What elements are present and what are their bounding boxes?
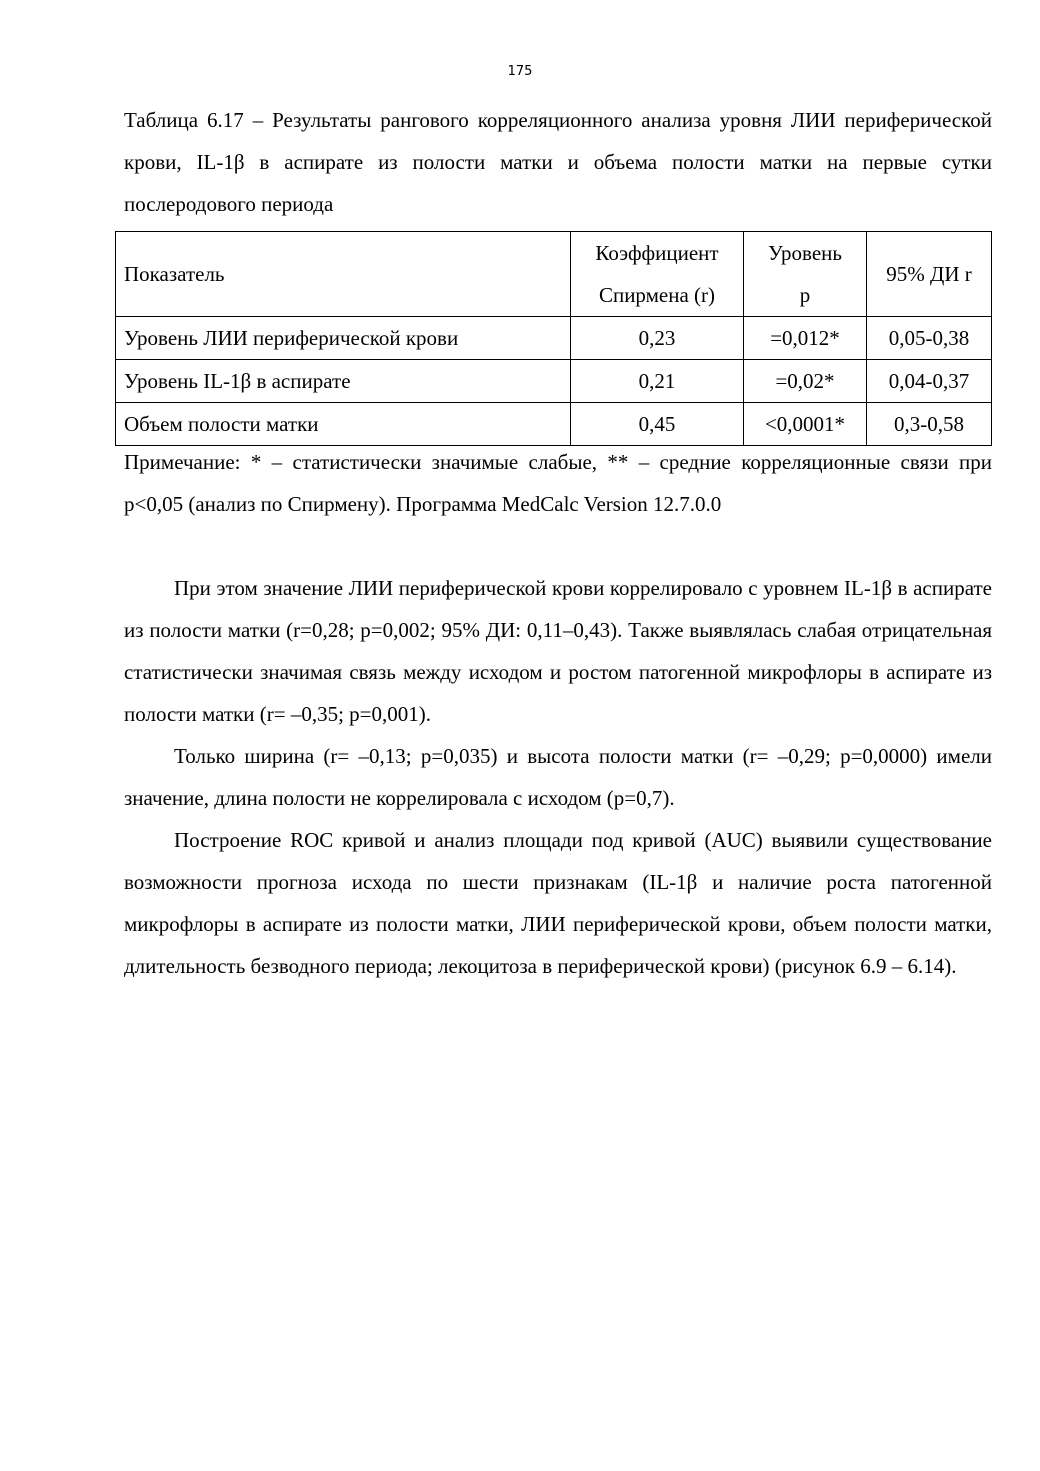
header-ci: 95% ДИ r	[867, 232, 992, 317]
table-note: Примечание: * – статистически значимые слабые, ** – средние корреляционные связи при p<0,05 (анализ по Спирмену). Программа MedCalc Version 12.7.0.0	[124, 450, 992, 516]
body-text	[124, 567, 992, 987]
paragraph: При этом значение ЛИИ периферической крови коррелировало с уровнем IL-1β в аспирате из полости матки (r=0,28; p=0,002; 95% ДИ: 0,11–0,43). Также выявлялась слабая отрицательная статистически значимая связь между исходом и ростом патогенной микрофлоры в аспирате из полости матки (r= –0,35; p=0,001).	[124, 576, 992, 726]
cell-p-level: =0,02*	[744, 360, 867, 403]
header-coefficient	[571, 232, 744, 317]
table-row	[116, 360, 992, 403]
cell-indicator: Уровень IL-1β в аспирате	[116, 360, 571, 403]
cell-ci: 0,04-0,37	[867, 360, 992, 403]
page-number: 175	[507, 64, 533, 79]
results-table	[115, 231, 992, 446]
cell-coefficient: 0,45	[571, 403, 744, 446]
cell-p-level: <0,0001*	[744, 403, 867, 446]
header-p-line2: p	[799, 283, 811, 307]
header-coefficient-line1: Коэффициент	[595, 241, 719, 265]
paragraph: Построение ROC кривой и анализ площади под кривой (AUC) выявили существование возможности прогноза исхода по шести признакам (IL-1β и наличие роста патогенной микрофлоры в аспирате из полости матки, ЛИИ периферической крови, объем полости матки, длительность безводного периода; лекоцитоза в периферической крови) (рисунок 6.9 – 6.14).	[124, 828, 992, 978]
cell-indicator: Уровень ЛИИ периферической крови	[116, 317, 571, 360]
paragraph: Только ширина (r= –0,13; p=0,035) и высота полости матки (r= –0,29; p=0,0000) имели значение, длина полости не коррелировала с исходом (p=0,7).	[124, 744, 992, 810]
cell-ci: 0,05-0,38	[867, 317, 992, 360]
header-p-level	[744, 232, 867, 317]
cell-coefficient: 0,21	[571, 360, 744, 403]
table-row	[116, 403, 992, 446]
header-p-line1: Уровень	[768, 241, 842, 265]
table-header-row	[116, 232, 992, 317]
header-indicator: Показатель	[116, 232, 571, 317]
cell-indicator: Объем полости матки	[116, 403, 571, 446]
table-caption: Таблица 6.17 – Результаты рангового корреляционного анализа уровня ЛИИ периферической крови, IL-1β в аспирате из полости матки и объема полости матки на первые сутки послеродового периода	[124, 108, 992, 216]
cell-ci: 0,3-0,58	[867, 403, 992, 446]
header-coefficient-line2: Спирмена (r)	[598, 283, 716, 307]
cell-p-level: =0,012*	[744, 317, 867, 360]
table-row	[116, 317, 992, 360]
cell-coefficient: 0,23	[571, 317, 744, 360]
